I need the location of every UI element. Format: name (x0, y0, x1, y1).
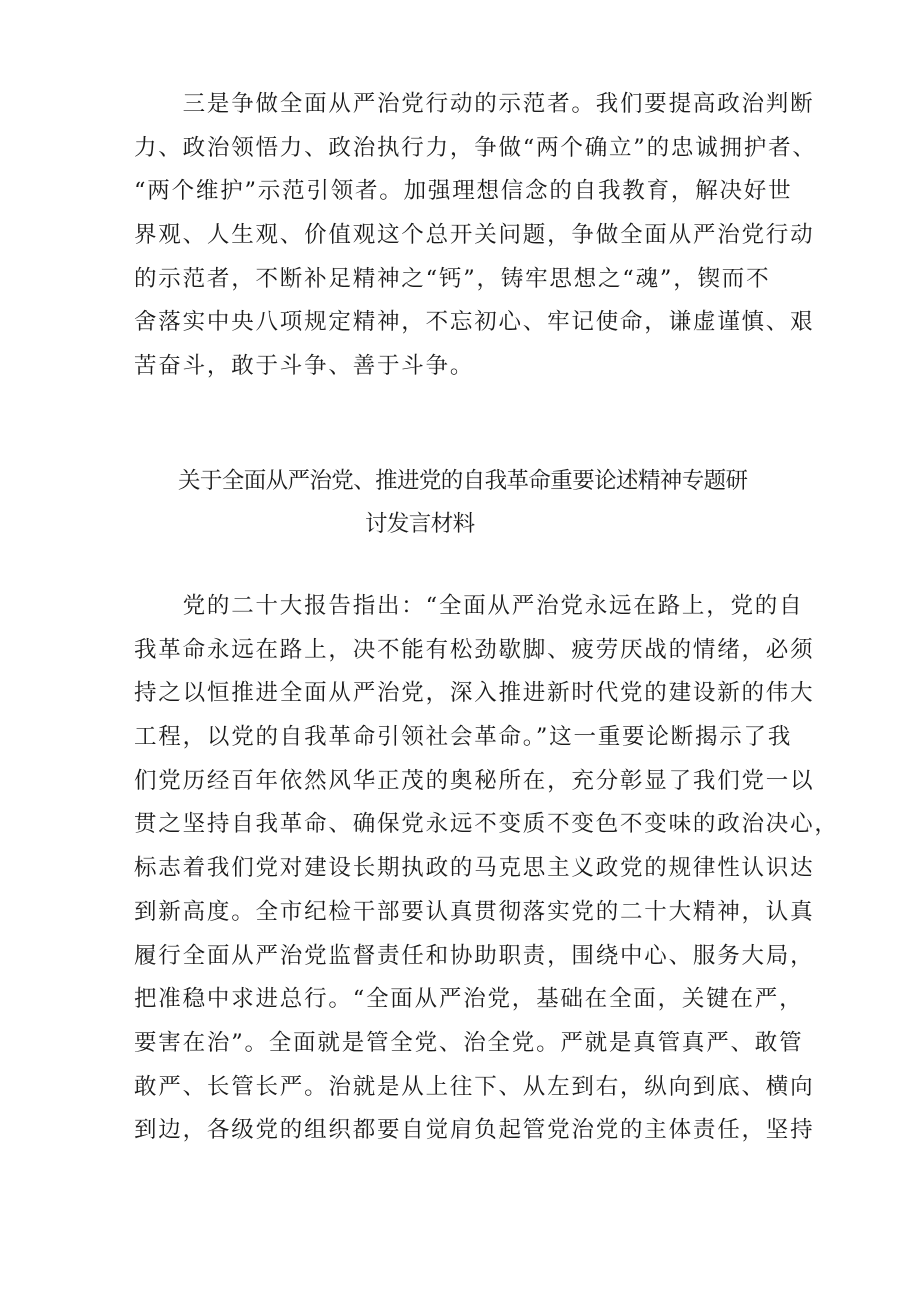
text-line: 党的二十大报告指出：“全面从严治党永远在路上，党的自 (134, 593, 804, 619)
text-line: “两个维护”示范引领者。加强理想信念的自我教育，解决好世 (134, 178, 793, 205)
title-line-2: 讨发言材料 (365, 511, 475, 537)
text-line: 的示范者，不断补足精神之“钙”，铸牢思想之“魂”，锲而不 (134, 265, 771, 292)
text-line: 界观、人生观、价值观这个总开关问题，争做全面从严治党行动 (134, 222, 815, 249)
text-line: 标志着我们党对建设长期执政的马克思主义政党的规律性认识达 (134, 855, 815, 882)
document-title (134, 460, 786, 546)
text-line: 到边，各级党的组织都要自觉肩负起管党治党的主体责任，坚持 (134, 1117, 815, 1144)
text-line: 工程，以党的自我革命引领社会革命。”这一重要论断揭示了我 (134, 724, 793, 751)
text-line: 贯之坚持自我革命、确保党永远不变质不变色不变味的政治决心， (134, 811, 839, 838)
text-line: 持之以恒推进全面从严治党，深入推进新时代党的建设新的伟大 (134, 680, 815, 707)
title-line-1: 关于全面从严治党、推进党的自我革命重要论述精神专题研 (178, 468, 748, 494)
text-line: 要害在治”。全面就是管全党、治全党。严就是真管真严、敢管 (134, 1029, 804, 1056)
text-line: 把准稳中求进总行。“全面从严治党，基础在全面，关键在严， (134, 986, 804, 1013)
text-line: 三是争做全面从严治党行动的示范者。我们要提高政治判断 (134, 91, 815, 117)
text-line: 我革命永远在路上，决不能有松劲歇脚、疲劳厌战的情绪，必须 (134, 636, 815, 663)
text-line: 舍落实中央八项规定精神，不忘初心、牢记使命，谦虚谨慎、艰 (134, 309, 815, 336)
text-line: 力、政治领悟力、政治执行力，争做“两个确立”的忠诚拥护者、 (134, 134, 817, 161)
text-line: 们党历经百年依然风华正茂的奥秘所在，充分彰显了我们党一以 (134, 767, 815, 794)
text-line: 苦奋斗，敢于斗争、善于斗争。 (134, 353, 475, 380)
text-line: 敢严、长管长严。治就是从上往下、从左到右，纵向到底、横向 (134, 1073, 815, 1100)
text-line: 到新高度。全市纪检干部要认真贯彻落实党的二十大精神，认真 (134, 898, 815, 925)
body-paragraph-1 (134, 83, 817, 389)
body-paragraph-2 (134, 585, 839, 1153)
text-line: 履行全面从严治党监督责任和协助职责，围绕中心、服务大局， (134, 942, 815, 969)
